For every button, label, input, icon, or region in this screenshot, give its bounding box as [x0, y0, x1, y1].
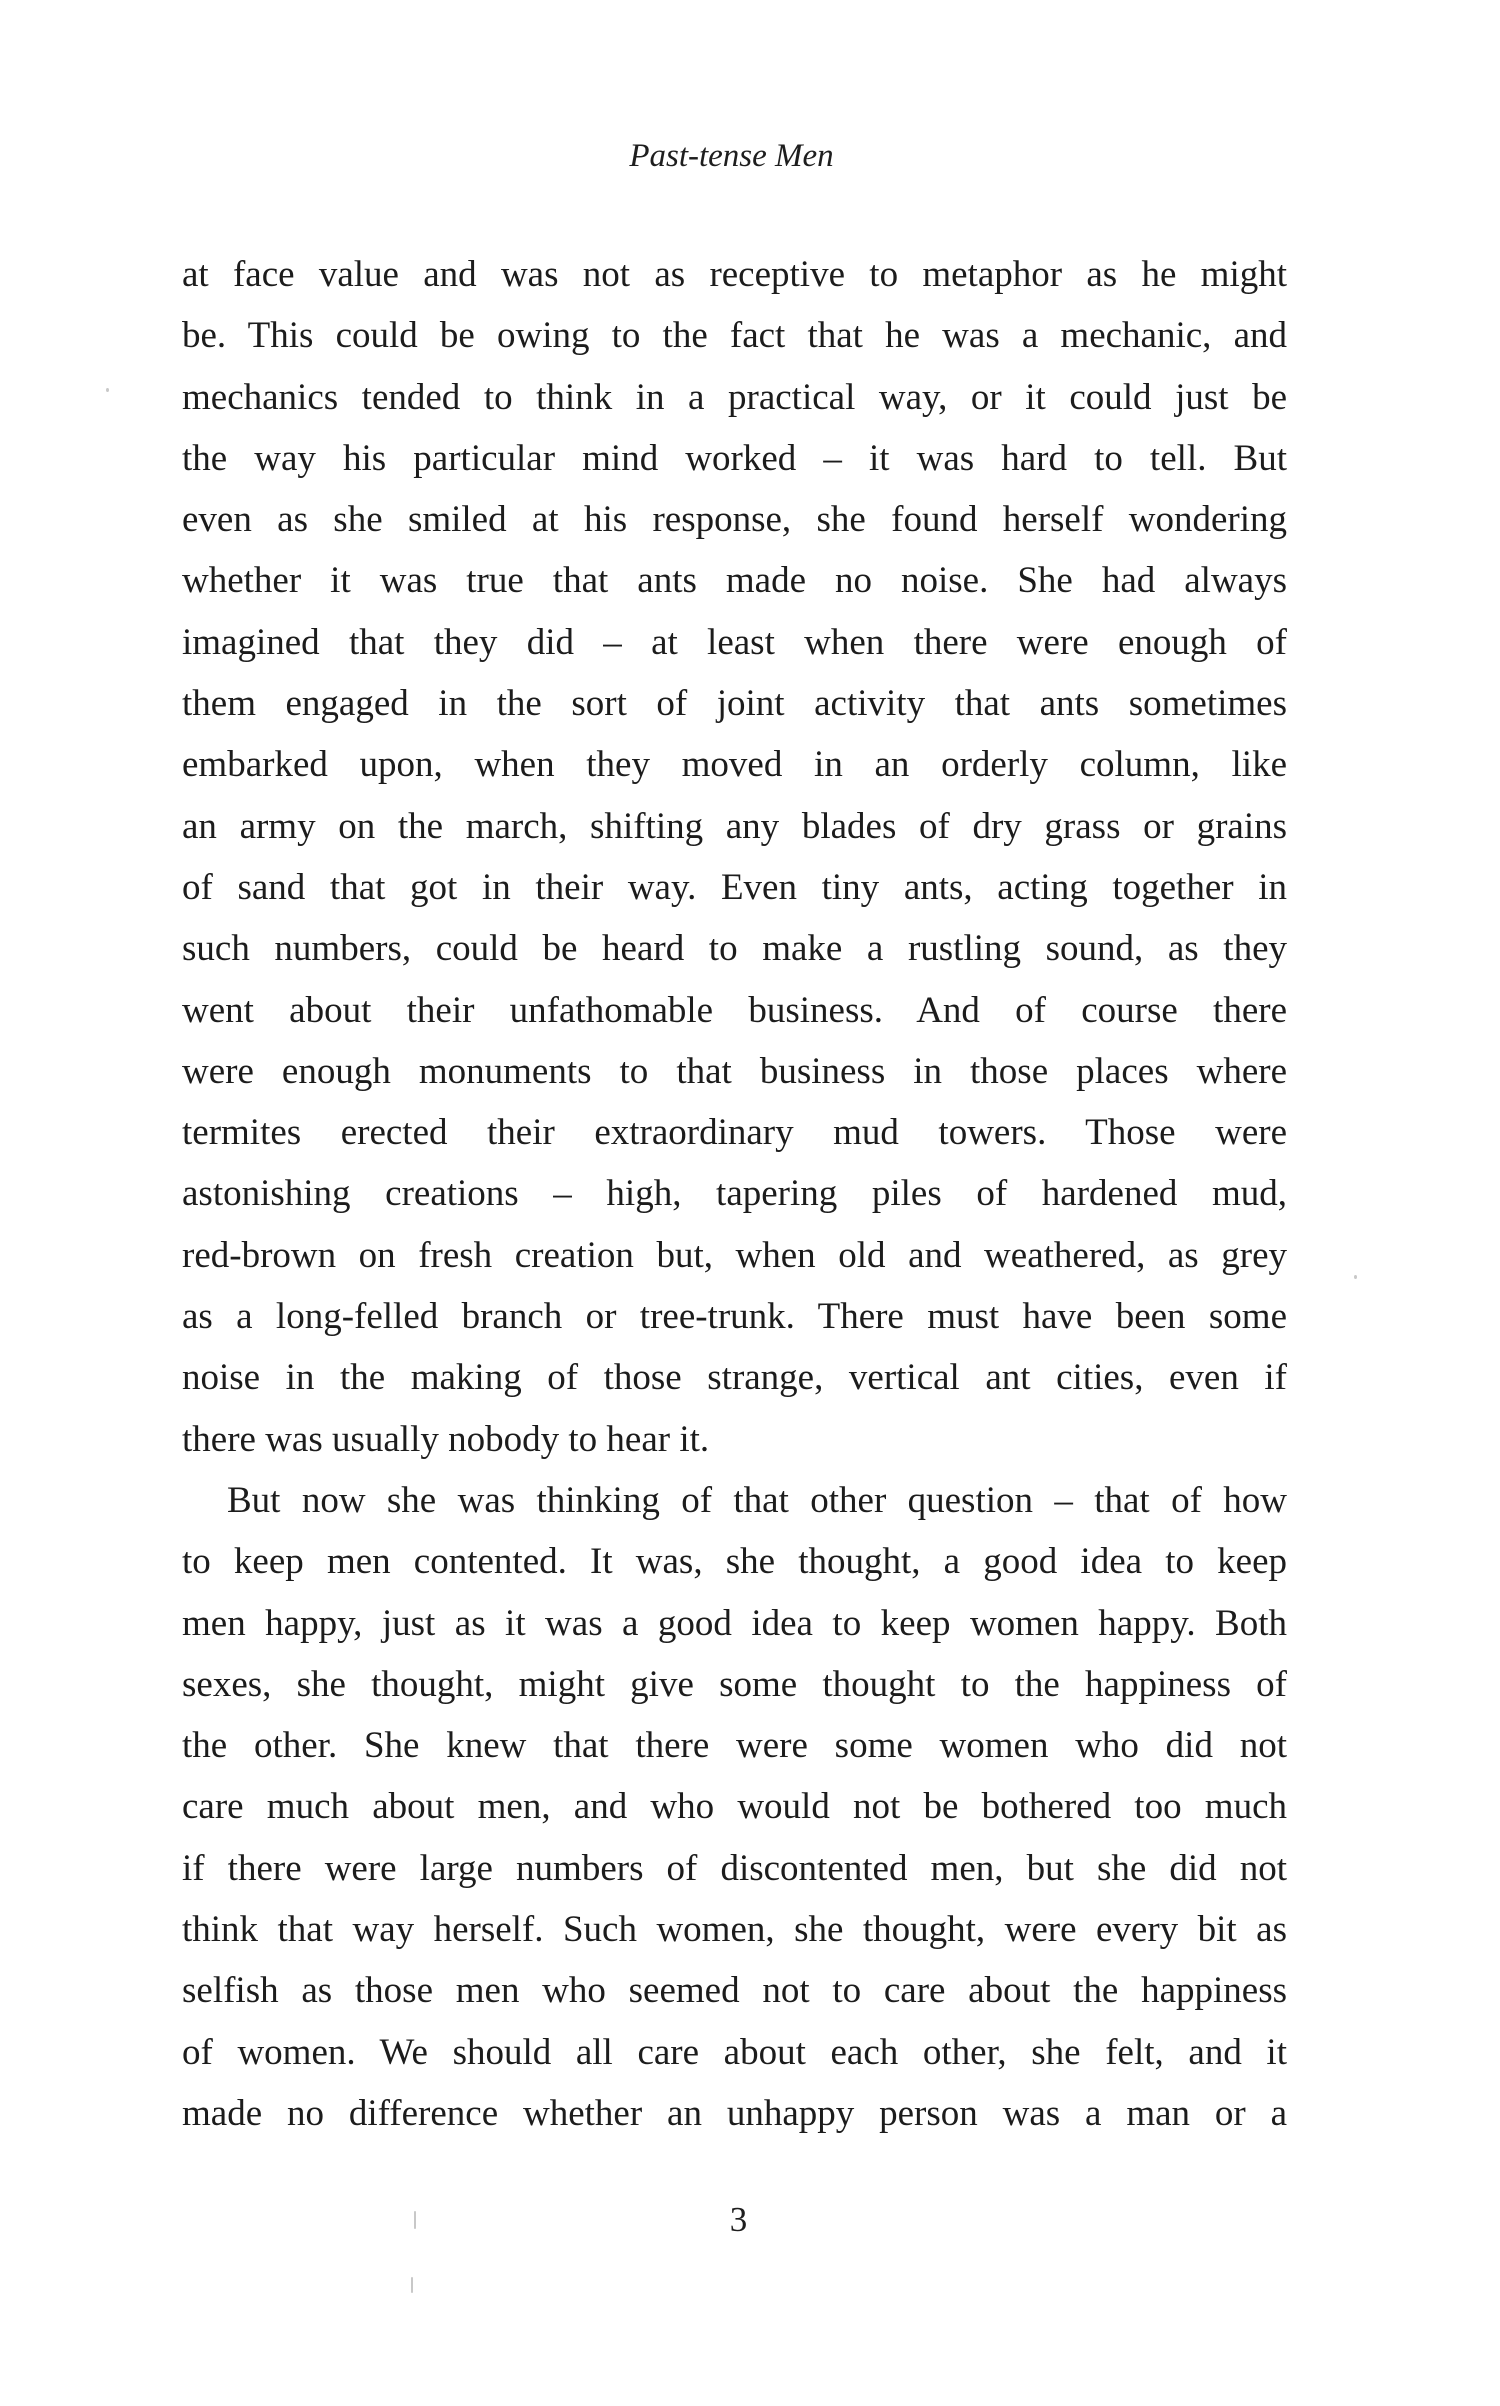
- text-line: men happy, just as it was a good idea to keep women happy. Both: [182, 1602, 1287, 1644]
- text-line: them engaged in the sort of joint activity that ants sometimes: [182, 683, 1287, 725]
- text-line: of sand that got in their way. Even tiny ants, acting together in: [182, 866, 1287, 908]
- text-line: even as she smiled at his response, she found herself wondering: [182, 499, 1287, 541]
- text-line: an army on the march, shifting any blades of dry grass or grains: [182, 805, 1287, 847]
- text-line: to keep men contented. It was, she thought, a good idea to keep: [182, 1541, 1287, 1583]
- text-line: of women. We should all care about each other, she felt, and it: [182, 2031, 1287, 2073]
- text-line: mechanics tended to think in a practical way, or it could just be: [182, 376, 1287, 418]
- text-line: selfish as those men who seemed not to care about the happiness: [182, 1970, 1287, 2012]
- text-line: red-brown on fresh creation but, when old and weathered, as grey: [182, 1234, 1287, 1276]
- text-line: termites erected their extraordinary mud towers. Those were: [182, 1112, 1287, 1154]
- text-line: sexes, she thought, might give some thought to the happiness of: [182, 1663, 1287, 1705]
- body-text: [182, 244, 1287, 2144]
- scan-speck: [106, 388, 109, 392]
- text-line: embarked upon, when they moved in an orderly column, like: [182, 744, 1287, 786]
- paragraph: [182, 1470, 1287, 2144]
- text-line: at face value and was not as receptive to metaphor as he might: [182, 254, 1287, 295]
- text-line: were enough monuments to that business in those places where: [182, 1050, 1287, 1092]
- text-line: care much about men, and who would not be bothered too much: [182, 1786, 1287, 1828]
- text-line: But now she was thinking of that other question – that of how: [227, 1479, 1287, 1521]
- scan-speck: [411, 2277, 413, 2293]
- text-line: the other. She knew that there were some women who did not: [182, 1725, 1287, 1767]
- paragraph: [182, 244, 1287, 1470]
- text-line: if there were large numbers of discontented men, but she did not: [182, 1847, 1287, 1889]
- text-line: whether it was true that ants made no noise. She had always: [182, 560, 1287, 602]
- text-line: astonishing creations – high, tapering piles of hardened mud,: [182, 1173, 1287, 1215]
- text-line: be. This could be owing to the fact that he was a mechanic, and: [182, 315, 1287, 357]
- text-line: went about their unfathomable business. And of course there: [182, 989, 1287, 1031]
- text-line: there was usually nobody to hear it.: [182, 1418, 710, 1460]
- text-line: as a long-felled branch or tree-trunk. There must have been some: [182, 1296, 1287, 1338]
- scan-speck: [414, 2211, 416, 2229]
- text-line: such numbers, could be heard to make a rustling sound, as they: [182, 928, 1287, 970]
- page-number: 3: [729, 2200, 748, 2239]
- text-line: noise in the making of those strange, vertical ant cities, even if: [182, 1357, 1287, 1399]
- scan-speck: [1354, 1275, 1357, 1279]
- running-head: Past-tense Men: [629, 138, 834, 174]
- text-line: imagined that they did – at least when there were enough of: [182, 621, 1287, 663]
- text-line: the way his particular mind worked – it was hard to tell. But: [182, 437, 1287, 479]
- text-line: made no difference whether an unhappy person was a man or a: [182, 2092, 1287, 2134]
- text-line: think that way herself. Such women, she thought, were every bit as: [182, 1909, 1287, 1951]
